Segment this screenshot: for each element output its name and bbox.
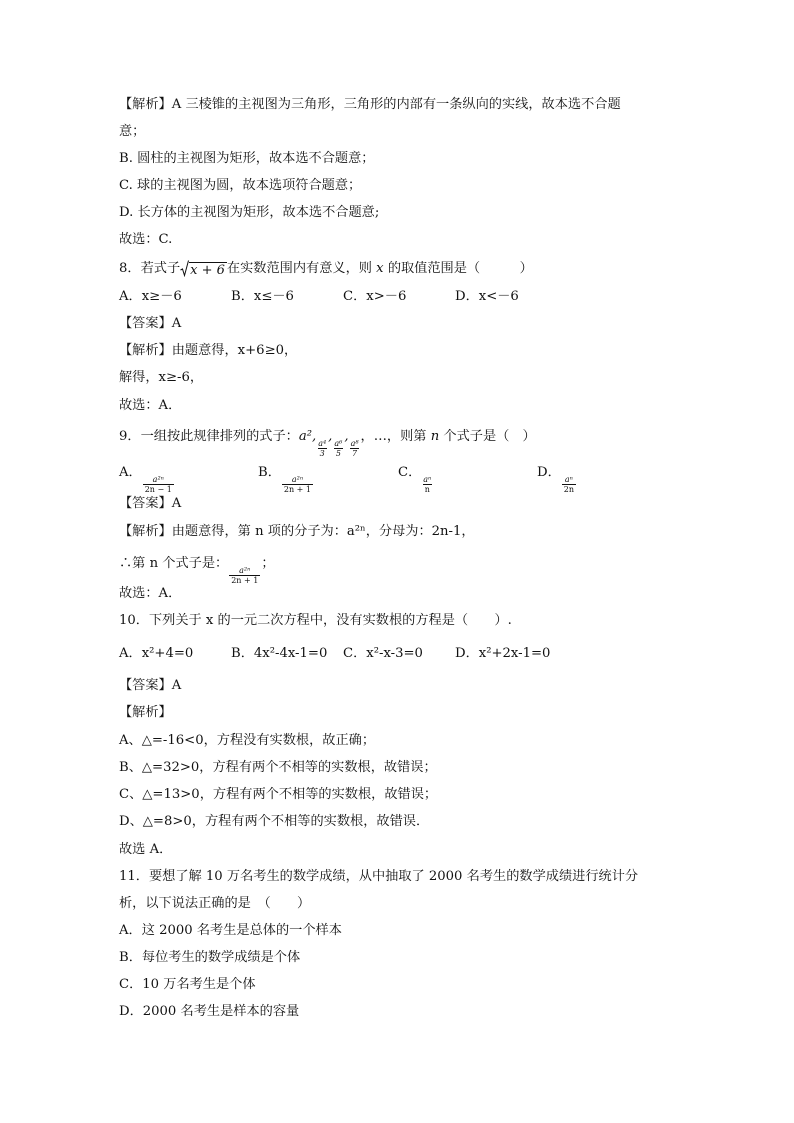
q9-seq-frac1	[317, 439, 327, 458]
q10-option-d: D．x²+2x-1=0	[455, 646, 551, 661]
q9-option-b-frac	[282, 475, 313, 494]
q10-analysis-b: B、△=32>0，方程有两个不相等的实数根，故错误；	[119, 760, 437, 775]
q9-option-c	[398, 464, 433, 494]
q9-seq-first: a²	[298, 429, 312, 444]
q7-choose: 故选：C.	[119, 232, 173, 247]
q9-option-d-num: aⁿ	[564, 475, 573, 484]
q9-variable: n	[430, 429, 440, 444]
q9-analysis: 【解析】由题意得，第 n 项的分子为：a²ⁿ，分母为：2n-1，	[119, 524, 475, 539]
q9-choose: 故选：A．	[119, 586, 182, 601]
q8-stem-post-b: 的取值范围是（ ）	[387, 261, 533, 276]
q9-conclusion-den: 2n + 1	[231, 576, 259, 585]
q9-option-b-num: a²ⁿ	[291, 475, 304, 484]
q9-option-d	[537, 464, 577, 494]
q9-conclusion-prefix: ∴第 n 个式子是：	[119, 556, 229, 571]
q9-conclusion-frac	[229, 566, 260, 585]
q7-analysis-line1-cont: 意；	[119, 124, 146, 139]
q9-option-b	[258, 464, 314, 494]
q8-option-d: D．x<－6	[455, 289, 519, 304]
q8-choose: 故选：A．	[119, 398, 182, 413]
q10-analysis-d: D、△=8>0，方程有两个不相等的实数根，故错误．	[119, 814, 430, 829]
q11-option-d: D．2000 名考生是样本的容量	[119, 1004, 300, 1019]
q8-stem-post-a: 在实数范围内有意义，则	[226, 261, 372, 276]
q8-stem	[119, 260, 533, 280]
q8-stem-prefix: 8．若式子	[119, 261, 181, 276]
q11-option-a: A．这 2000 名考生是总体的一个样本	[119, 923, 342, 938]
q10-answer: 【答案】A	[119, 678, 182, 693]
q9-stem-prefix: 9．一组按此规律排列的式子：	[119, 429, 299, 444]
q7-analysis-d: D. 长方体的主视图为矩形，故本选不合题意;	[119, 205, 380, 220]
q8-option-b: B．x≤－6	[231, 289, 294, 304]
q9-option-c-frac	[422, 475, 432, 494]
q9-seq-frac3-den: 7	[352, 449, 358, 458]
q8-solve: 解得，x≥-6，	[119, 370, 204, 385]
q7-analysis-c: C. 球的主视图为圆，故本选项符合题意；	[119, 178, 362, 193]
q10-analysis-c: C、△=13>0，方程有两个不相等的实数根，故错误；	[119, 787, 438, 802]
q10-option-a: A．x²+4=0	[119, 646, 194, 661]
q9-option-c-label: C．	[398, 465, 422, 480]
q10-choose: 故选 A．	[119, 842, 173, 857]
q8-option-a: A．x≥－6	[119, 289, 182, 304]
q10-stem: 10．下列关于 x 的一元二次方程中，没有实数根的方程是（ ）.	[119, 613, 512, 628]
q8-analysis: 【解析】由题意得，x+6≥0，	[119, 343, 298, 358]
q11-option-c: C．10 万名考生是个体	[119, 977, 256, 992]
q8-variable: x	[376, 261, 384, 276]
q10-analysis-a: A、△=-16<0，方程没有实数根，故正确；	[119, 733, 376, 748]
q11-stem-line2: 析，以下说法正确的是 （ ）	[119, 896, 311, 911]
q9-conclusion-num: a²ⁿ	[239, 566, 251, 575]
q10-option-b: B．4x²-4x-1=0	[231, 646, 328, 661]
q9-option-d-frac	[562, 475, 576, 494]
q9-option-c-num: aⁿ	[423, 475, 432, 484]
q9-seq-frac3	[350, 439, 360, 458]
q9-option-b-den: 2n + 1	[283, 485, 312, 494]
q9-seq-frac1-num: a⁴	[318, 439, 327, 448]
q9-sequence: a², $\frac{\text{a⁴}}{3}$ , $\frac{\text{a⁶}}{5}$ , $\frac{\text{a⁸}}{7}$	[298, 429, 359, 458]
q7-analysis-b: B. 圆柱的主视图为矩形，故本选不合题意；	[119, 151, 375, 166]
q9-option-c-den: n	[424, 485, 430, 494]
q9-seq-frac1-den: 3	[319, 449, 325, 458]
q9-option-b-label: B．	[258, 465, 281, 480]
q8-answer: 【答案】A	[119, 316, 182, 331]
q9-answer: 【答案】A	[119, 496, 182, 511]
sqrt-expression	[180, 260, 227, 280]
q9-option-d-label: D．	[537, 465, 561, 480]
q9-option-a-label: A．	[119, 465, 142, 480]
q9-option-d-den: 2n	[563, 485, 575, 494]
q11-stem-line1: 11．要想了解 10 万名考生的数学成绩，从中抽取了 2000 名考生的数学成绩进行统计分	[119, 869, 639, 884]
q9-option-a-den: 2n − 1	[144, 485, 172, 494]
q9-seq-frac2-num: a⁶	[334, 439, 343, 448]
sqrt-radicand: x + 6	[190, 263, 225, 278]
q9-seq-frac2-den: 5	[335, 449, 341, 458]
q7-analysis-line1: 【解析】A 三棱锥的主视图为三角形，三角形的内部有一条纵向的实线，故本选不合题	[119, 97, 621, 112]
q9-seq-frac2	[333, 439, 343, 458]
q9-stem-post-a: ，…，则第	[360, 429, 427, 444]
q11-option-b: B．每位考生的数学成绩是个体	[119, 950, 301, 965]
q9-stem	[119, 428, 536, 458]
q9-option-a-frac	[143, 475, 174, 494]
q9-option-a-num: a²ⁿ	[152, 475, 164, 484]
q9-seq-frac3-num: a⁸	[350, 439, 359, 448]
q9-conclusion-suffix: ；	[261, 556, 275, 571]
q10-option-c: C．x²-x-3=0	[343, 646, 423, 661]
q10-analysis: 【解析】	[119, 705, 172, 720]
q9-conclusion	[119, 555, 275, 585]
q9-option-a	[119, 464, 175, 494]
radical-sign-icon	[180, 260, 189, 277]
q9-stem-post-b: 个式子是（ ）	[443, 429, 536, 444]
q8-option-c: C．x>－6	[343, 289, 407, 304]
